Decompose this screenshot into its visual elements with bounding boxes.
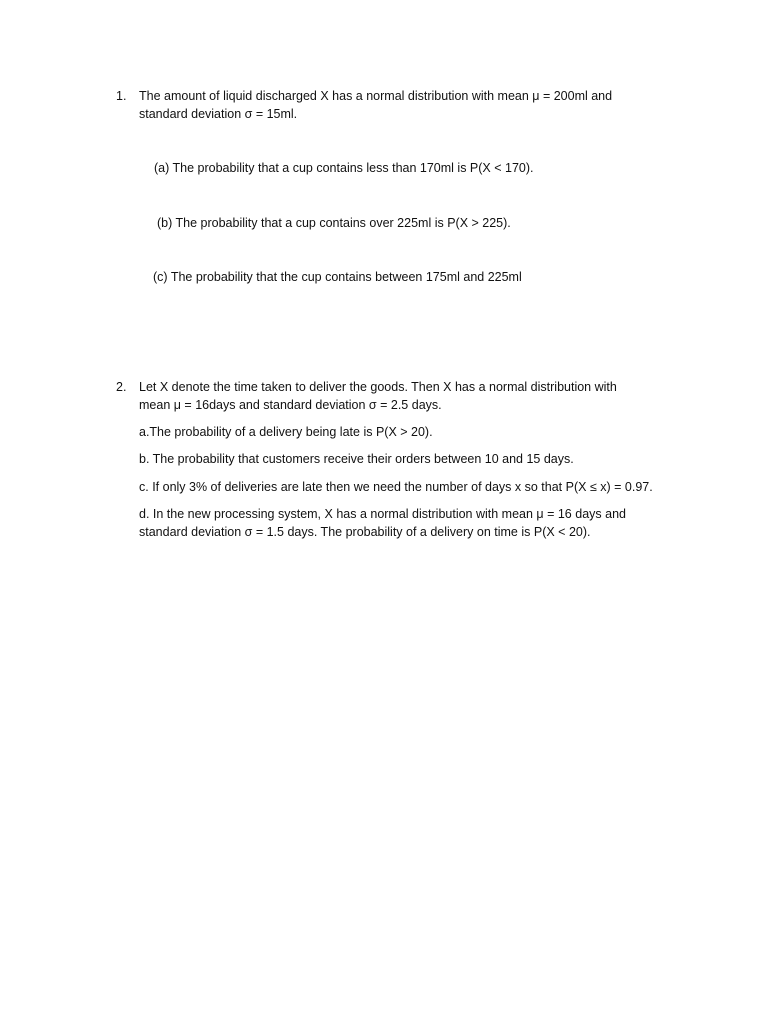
question-part-d: d. In the new processing system, X has a normal distribution with mean μ = 16 days and xyxy=(139,507,626,521)
question-part-a: a.The probability of a delivery being late is P(X > 20). xyxy=(139,425,433,439)
question-number: 2. xyxy=(116,380,127,394)
question-text-line: Let X denote the time taken to deliver the goods. Then X has a normal distribution with xyxy=(139,380,617,394)
question-text-line: mean μ = 16days and standard deviation σ = 2.5 days. xyxy=(139,398,442,412)
question-part-b: b. The probability that customers receive their orders between 10 and 15 days. xyxy=(139,452,574,466)
question-part-b: (b) The probability that a cup contains over 225ml is P(X > 225). xyxy=(157,216,511,230)
question-number: 1. xyxy=(116,89,127,103)
question-text-line: standard deviation σ = 15ml. xyxy=(139,107,298,121)
question-part-c: c. If only 3% of deliveries are late then we need the number of days x so that P(X ≤ x) = 0.97. xyxy=(139,480,653,494)
question-part-a: (a) The probability that a cup contains less than 170ml is P(X < 170). xyxy=(154,161,534,175)
question-text-line: The amount of liquid discharged X has a normal distribution with mean μ = 200ml and xyxy=(139,89,613,103)
question-part-c: (c) The probability that the cup contains between 175ml and 225ml xyxy=(153,270,522,284)
question-part-d-continued: standard deviation σ = 1.5 days. The probability of a delivery on time is P(X < 20). xyxy=(139,525,591,539)
